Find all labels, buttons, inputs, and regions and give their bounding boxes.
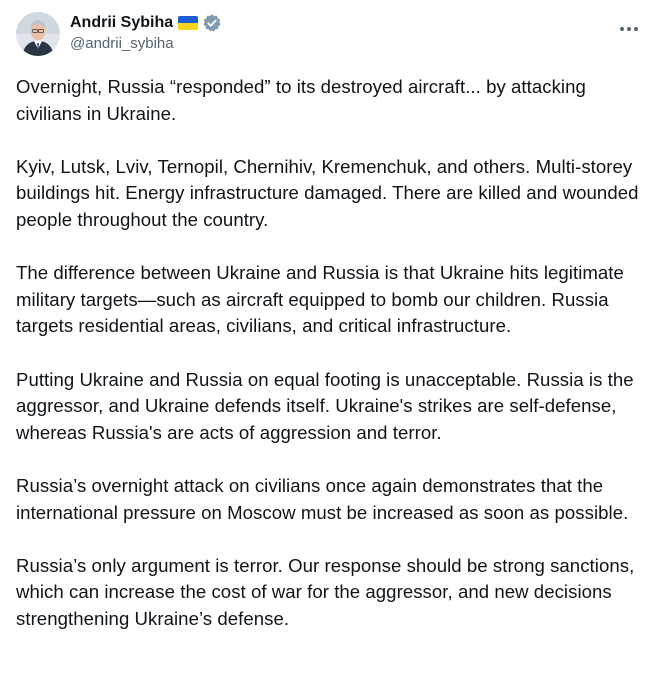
verified-badge-icon[interactable]: [202, 13, 222, 33]
post-paragraph: Overnight, Russia “responded” to its destroyed aircraft... by attacking civilians in Ukraine.: [16, 76, 586, 124]
more-options-dot: [634, 27, 638, 31]
ukraine-flag-icon: [178, 16, 198, 30]
author-display-name[interactable]: Andrii Sybiha: [70, 14, 174, 31]
author-identity: [70, 12, 222, 54]
post-paragraph: Russia’s overnight attack on civilians once again demonstrates that the international pressure on Moscow must be increased as soon as possible.: [16, 474, 629, 523]
avatar[interactable]: [16, 12, 60, 56]
author-handle[interactable]: @andrii_sybiha: [70, 35, 174, 52]
more-options-dot: [627, 27, 631, 31]
post-paragraph: Kyiv, Lutsk, Lviv, Ternopil, Chernihiv, Kremenchuk, and others. Multi-storey buildings hit. Energy infrastructure damaged. There are killed and wounded people throughout the country.: [16, 155, 639, 230]
post-paragraph: The difference between Ukraine and Russia is that Ukraine hits legitimate military targets—such as aircraft equipped to bomb our children. Russia targets residential areas, civilians, and critical infrastructure.: [16, 262, 624, 337]
post-text: [16, 74, 652, 659]
more-options-icon: [620, 27, 624, 31]
post-paragraph: Putting Ukraine and Russia on equal footing is unacceptable. Russia is the aggressor, and Ukraine defends itself. Ukraine's strikes are self-defense, whereas Russia's are acts of aggression and terror.: [16, 368, 634, 443]
name-row: [70, 12, 222, 34]
post-header: [16, 12, 646, 60]
post-paragraph: Russia’s only argument is terror. Our response should be strong sanctions, which can increase the cost of war for the aggressor, and new decisions strengthening Ukraine’s defense.: [16, 554, 635, 629]
more-options-button[interactable]: [612, 12, 646, 46]
